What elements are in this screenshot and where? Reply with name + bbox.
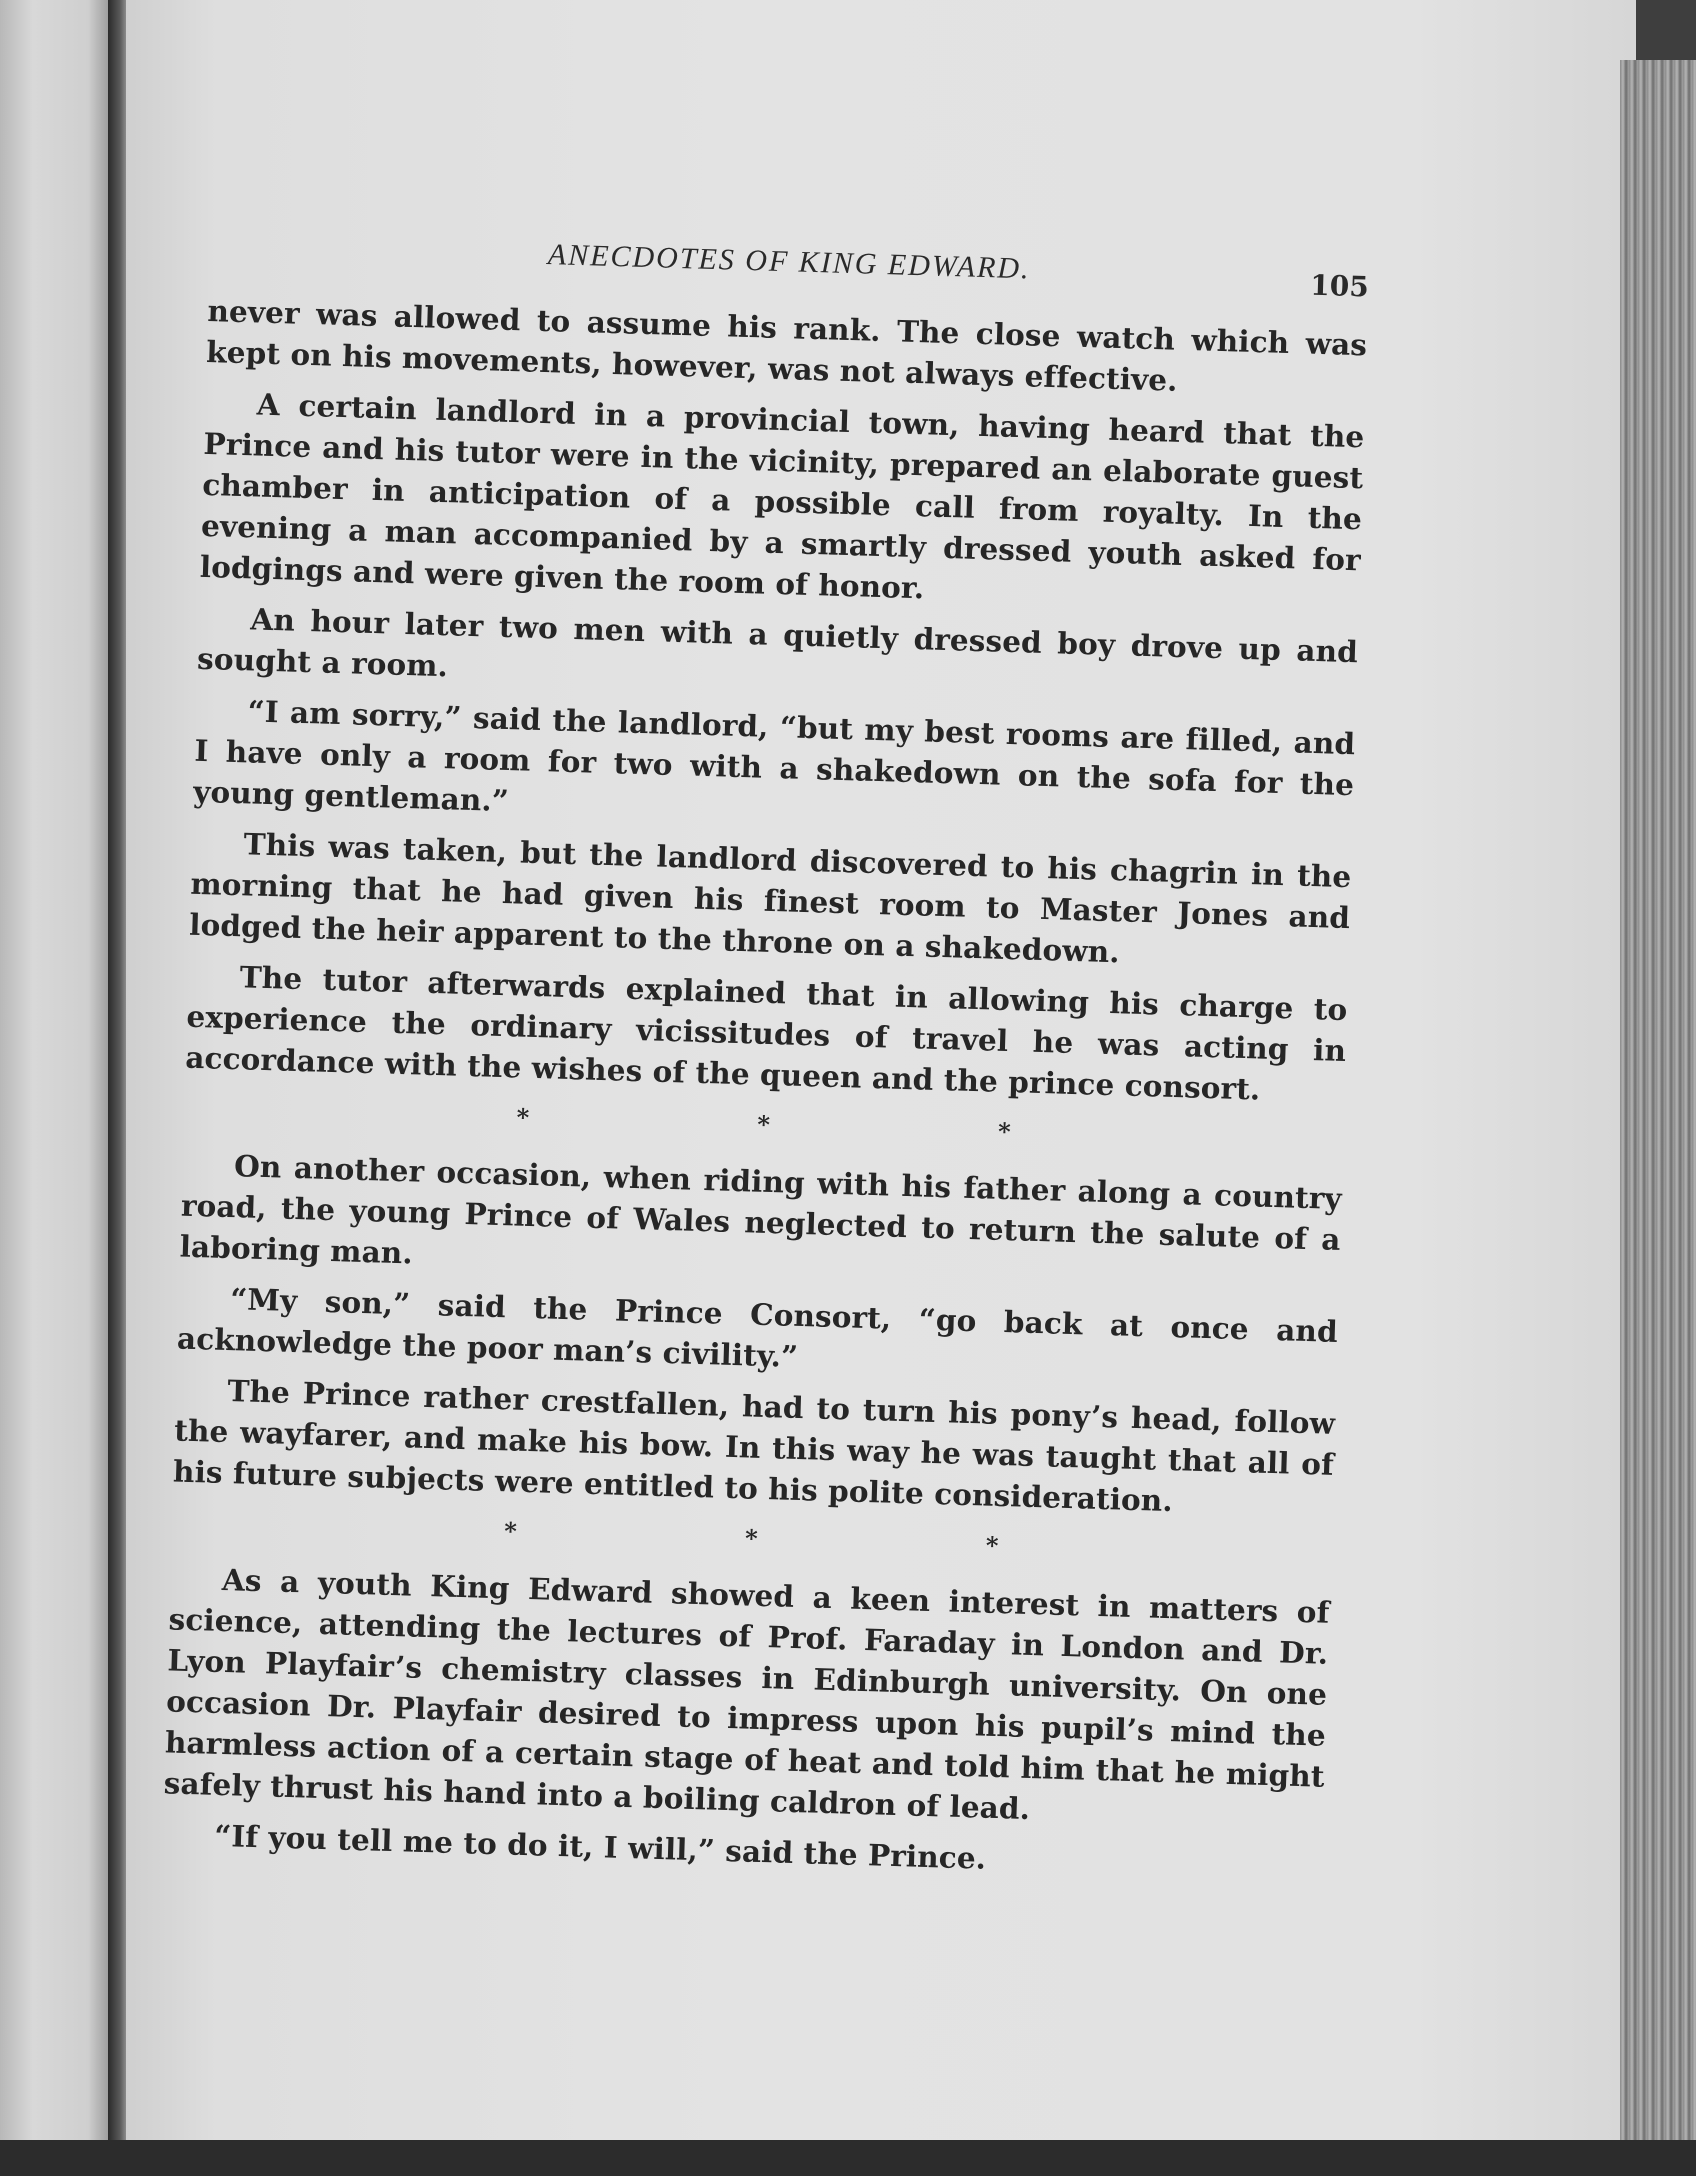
page-stack-edge [1620,60,1696,2176]
paragraph: This was taken, but the landlord discovered to his chagrin in the morning that he had given his finest room to Master Jones and lodged the heir apparent to the throne on a shakedown. [188,826,1352,970]
scan-bottom-edge [0,2140,1696,2176]
paragraph: “My son,” said the Prince Consort, “go back at once and acknowledge the poor man’s civility.” [176,1281,1339,1374]
paragraph: On another occasion, when riding with his father along a country road, the young Prince of Wales neglected to return the salute of a laboring man. [179,1148,1343,1271]
left-page-edge [0,0,110,2176]
paragraph: An hour later two men with a quietly dressed boy drove up and sought a room. [196,601,1359,684]
section-separator: * * * [516,1102,1122,1150]
page-text-block [161,228,1369,1899]
paragraph: As a youth King Edward showed a keen interest in matters of science, attending the lectures of Prof. Faraday in London and Dr. Lyon Playfair’s chemistry classes in Edinburgh university. On one occasion Dr. Playfair desired to impress upon his pupil’s mind the harmless action of a certain stage of heat and told him that he might safely thrust his hand into a boiling caldron of lead. [163,1561,1330,1827]
paragraph: “If you tell me to do it, I will,” said the Prince. [213,1817,987,1876]
paragraph: “I am sorry,” said the landlord, “but my best rooms are filled, and I have only a room for two with a shakedown on the sofa for the young gentleman.” [192,693,1356,819]
section-separator: * * * [503,1516,1109,1564]
page-number: 105 [1309,268,1370,304]
paragraph: The Prince rather crestfallen, had to turn his pony’s head, follow the wayfarer, and make his bow. In this way he was taught that all of his future subjects were entitled to his polite consideration. [172,1373,1336,1519]
paragraph: A certain landlord in a provincial town, having heard that the Prince and his tutor were in the vicinity, prepared an elaborate guest chamber in anticipation of a possible call from royalty. In the evening a man accompanied by a smartly dressed youth asked for lodgings and were given the room of honor. [199,386,1365,606]
paragraph: The tutor afterwards explained that in allowing his charge to experience the ordinary vicissitudes of travel he was acting in accordance with the wishes of the queen and the prince consort. [184,959,1348,1107]
paragraph: never was allowed to assume his rank. The close watch which was kept on his movements, however, was not always effective. [205,292,1368,398]
running-title: ANECDOTES OF KING EDWARD. [547,238,1032,286]
book-gutter [108,0,128,2176]
